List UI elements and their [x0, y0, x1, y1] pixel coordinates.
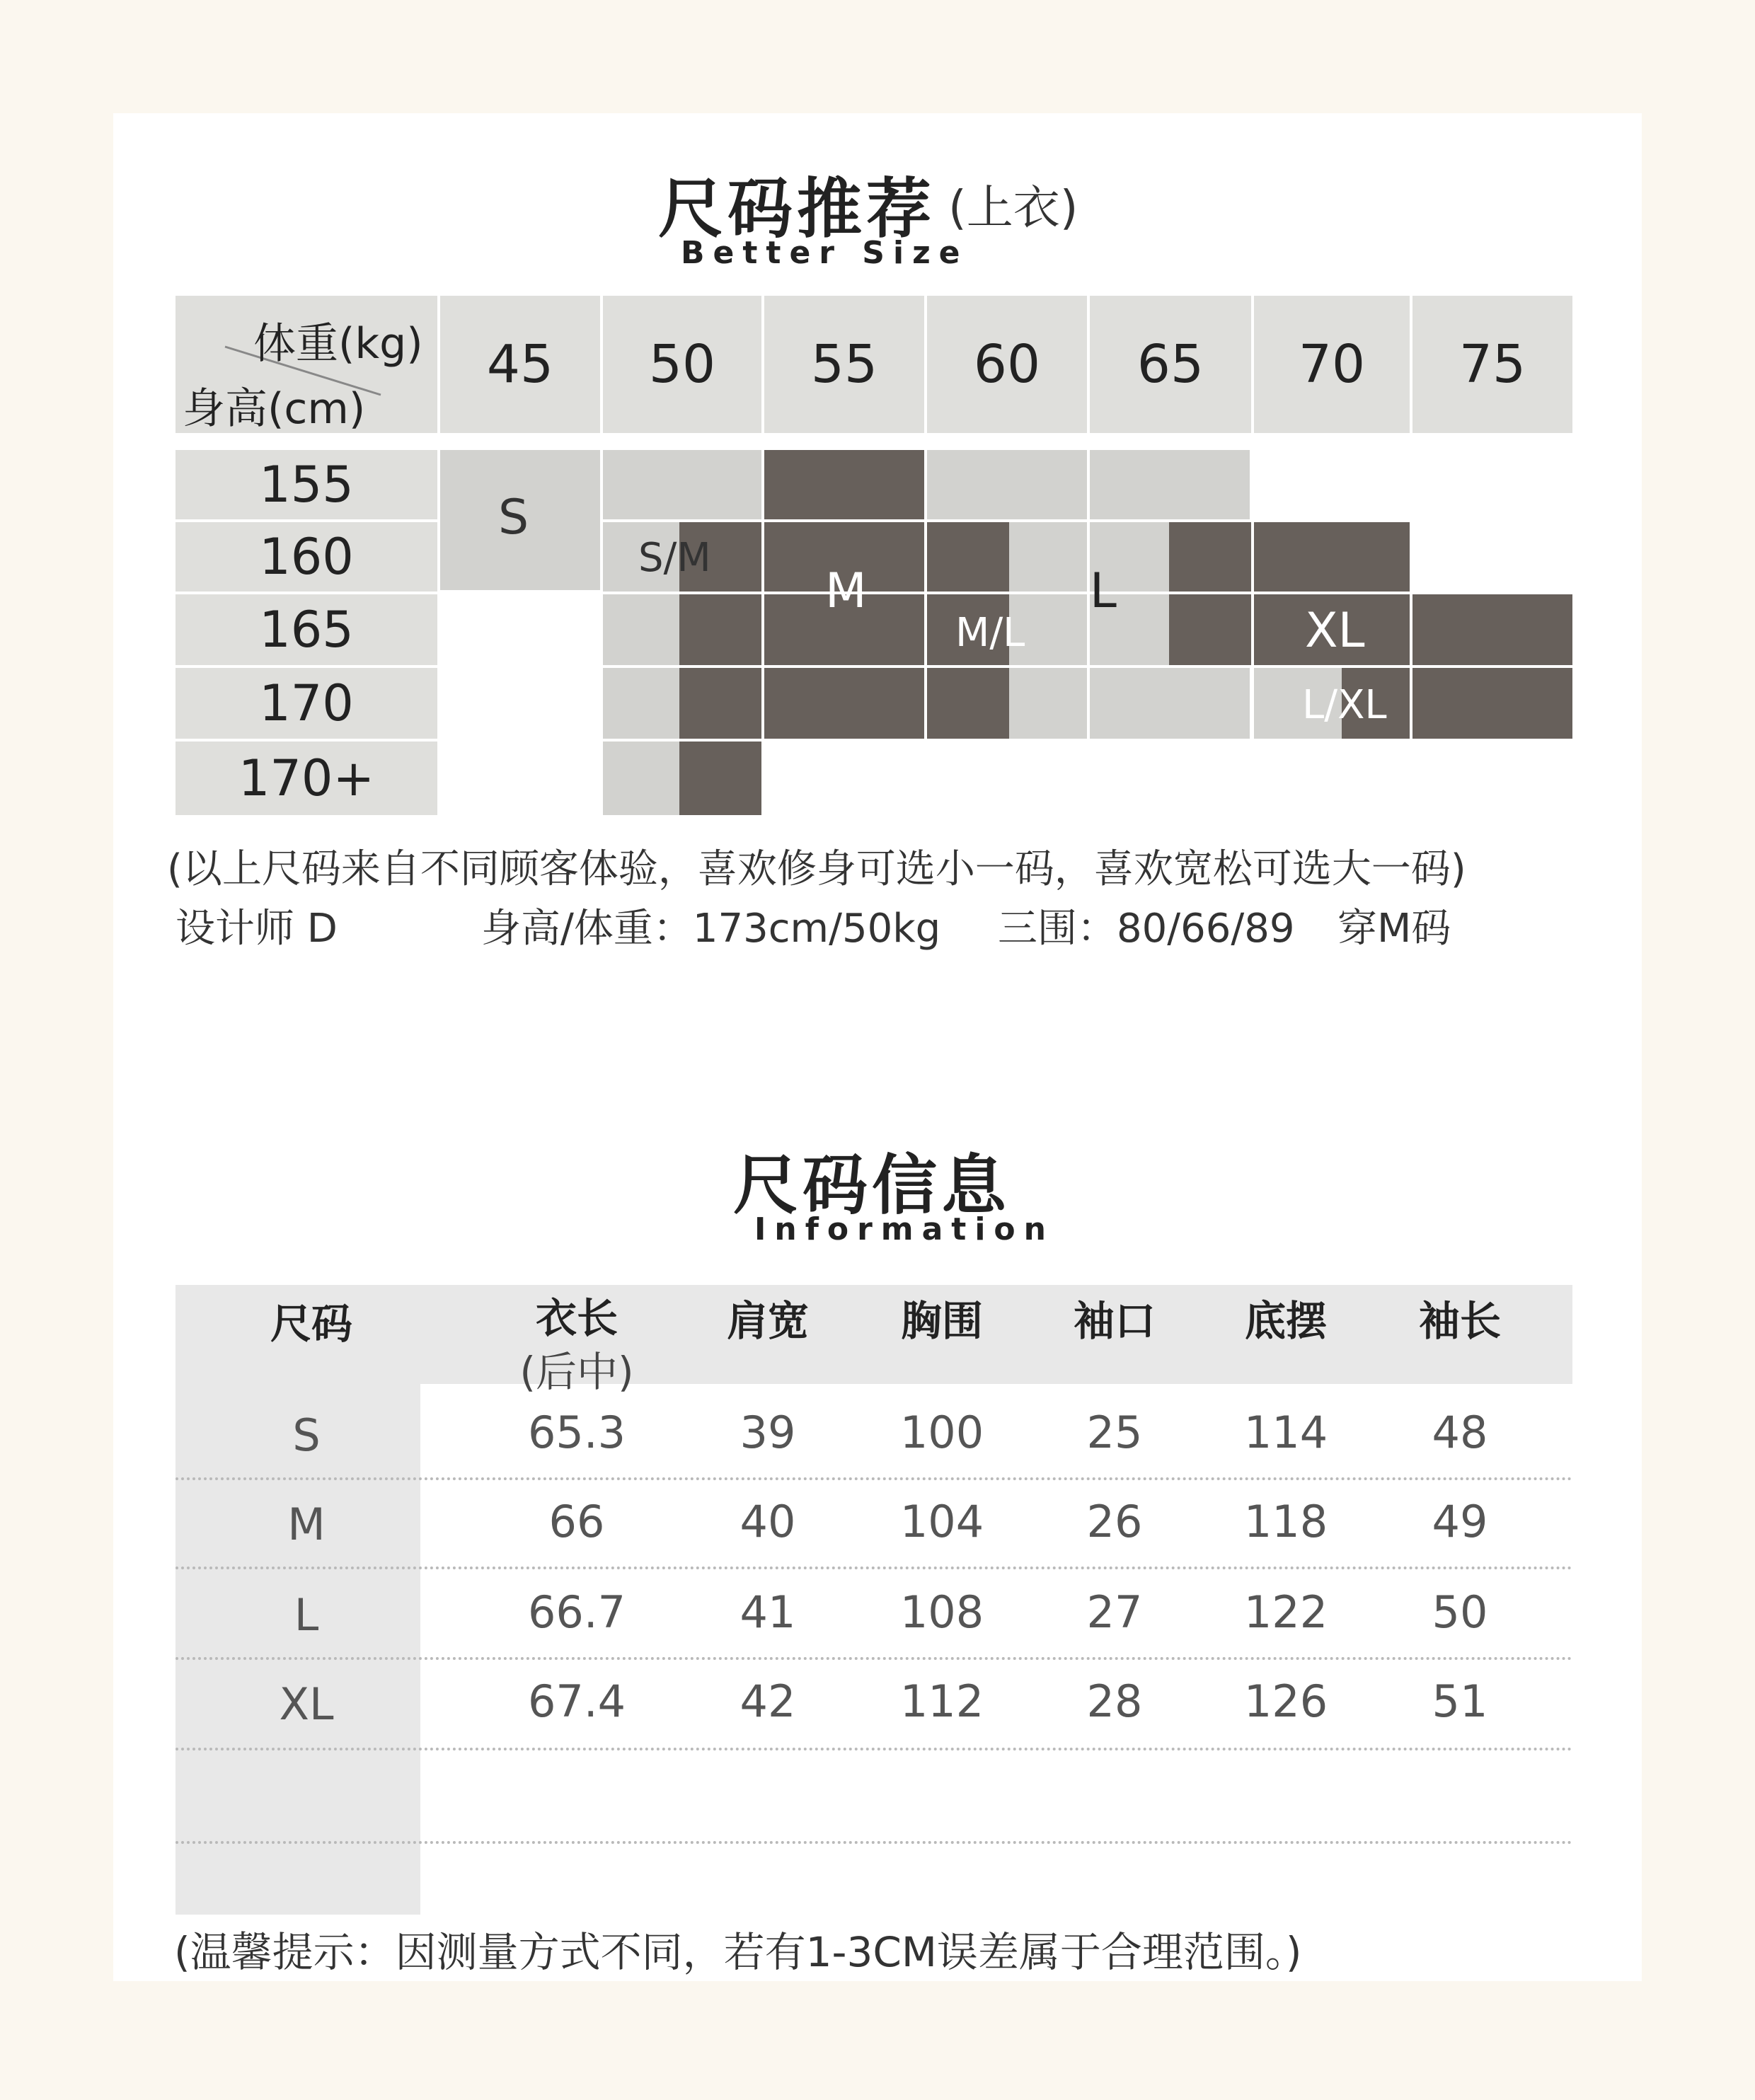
height-header: 165	[176, 594, 437, 665]
table-cell: 100	[899, 1407, 984, 1458]
col-header-size: 尺码	[270, 1300, 352, 1348]
table-cell: 118	[1243, 1496, 1328, 1547]
col-header-length: 衣长	[535, 1294, 618, 1342]
table-cell-size: S	[292, 1409, 321, 1461]
row-divider	[176, 1841, 1572, 1844]
col-header-hem: 底摆	[1244, 1297, 1327, 1345]
height-header: 170	[176, 668, 437, 739]
table-cell: 104	[899, 1496, 984, 1547]
table-cell: 122	[1243, 1586, 1328, 1638]
table-cell: 108	[899, 1586, 984, 1638]
grid-separator	[1410, 522, 1412, 740]
table-cell: 49	[1432, 1496, 1488, 1547]
col-header-sleeve: 袖长	[1418, 1297, 1501, 1345]
table-cell-size: L	[294, 1589, 319, 1641]
corner-cell	[176, 296, 437, 433]
weight-header: 45	[440, 296, 600, 433]
recommend-title: 尺码推荐	[658, 171, 936, 247]
designer-height-weight: 身高/体重：173cm/50kg	[481, 906, 941, 952]
recommend-subtitle: (上衣)	[948, 180, 1078, 235]
weight-header: 55	[764, 296, 924, 433]
table-cell: 112	[899, 1675, 984, 1727]
measurement-tip: (温馨提示：因测量方式不同，若有1-3CM误差属于合理范围。)	[174, 1928, 1302, 1976]
table-cell-size: M	[287, 1499, 326, 1550]
grid-separator	[1251, 450, 1254, 740]
designer-measurements: 三围：80/66/89	[998, 906, 1295, 952]
table-cell: 114	[1243, 1407, 1328, 1458]
recommend-note: (以上尺码来自不同顾客体验，喜欢修身可选小一码，喜欢宽松可选大一码)	[167, 846, 1466, 892]
table-cell: 39	[740, 1407, 796, 1458]
table-cell: 26	[1086, 1496, 1143, 1547]
table-cell: 126	[1243, 1675, 1328, 1727]
size-label-sm: S/M	[638, 535, 711, 581]
size-label-xl: XL	[1305, 603, 1365, 659]
table-cell: 66.7	[527, 1586, 626, 1638]
grid-separator	[603, 519, 1410, 522]
col-header-cuff: 袖口	[1073, 1297, 1156, 1345]
grid-separator	[603, 592, 1572, 594]
weight-header: 50	[603, 296, 761, 433]
col-header-length-sub: (后中)	[519, 1348, 634, 1396]
height-header: 170+	[176, 742, 437, 815]
table-cell-size: XL	[279, 1678, 334, 1730]
table-cell: 65.3	[527, 1407, 626, 1458]
table-cell: 66	[548, 1496, 605, 1547]
table-cell: 40	[740, 1496, 796, 1547]
height-header: 160	[176, 522, 437, 592]
recommend-english-title: Better Size	[681, 235, 969, 271]
grid-separator	[761, 450, 764, 815]
designer-label: 设计师 D	[176, 906, 338, 952]
col-header-chest: 胸围	[900, 1297, 983, 1345]
weight-header: 75	[1412, 296, 1572, 433]
table-cell: 50	[1432, 1586, 1488, 1638]
row-divider	[176, 1477, 1572, 1480]
table-cell: 42	[740, 1675, 796, 1727]
grid-separator	[600, 450, 603, 815]
row-divider	[176, 1748, 1572, 1750]
size-label-m: M	[825, 563, 867, 619]
size-label-l: L	[1090, 563, 1117, 619]
weight-header: 70	[1254, 296, 1410, 433]
row-divider	[176, 1567, 1572, 1569]
height-header: 155	[176, 450, 437, 519]
info-english-title: Information	[754, 1211, 1054, 1247]
table-cell: 41	[740, 1586, 796, 1638]
size-label-s: S	[498, 490, 529, 546]
col-header-shoulder: 肩宽	[726, 1297, 809, 1345]
size-label-lxl: L/XL	[1302, 682, 1387, 728]
table-cell: 48	[1432, 1407, 1488, 1458]
info-title: 尺码信息	[733, 1148, 1011, 1223]
designer-size-worn: 穿M码	[1337, 906, 1451, 952]
corner-weight-label: 体重(kg)	[253, 319, 423, 369]
table-cell: 25	[1086, 1407, 1143, 1458]
grid-separator	[603, 665, 1572, 668]
weight-header: 65	[1090, 296, 1251, 433]
weight-header: 60	[927, 296, 1087, 433]
corner-height-label: 身高(cm)	[183, 384, 366, 434]
table-cell: 51	[1432, 1675, 1488, 1727]
table-cell: 67.4	[527, 1675, 626, 1727]
grid-separator	[603, 739, 1572, 742]
table-cell: 28	[1086, 1675, 1143, 1727]
size-label-ml: M/L	[955, 610, 1025, 656]
table-cell: 27	[1086, 1586, 1143, 1638]
grid-separator	[924, 450, 927, 740]
row-divider	[176, 1657, 1572, 1660]
